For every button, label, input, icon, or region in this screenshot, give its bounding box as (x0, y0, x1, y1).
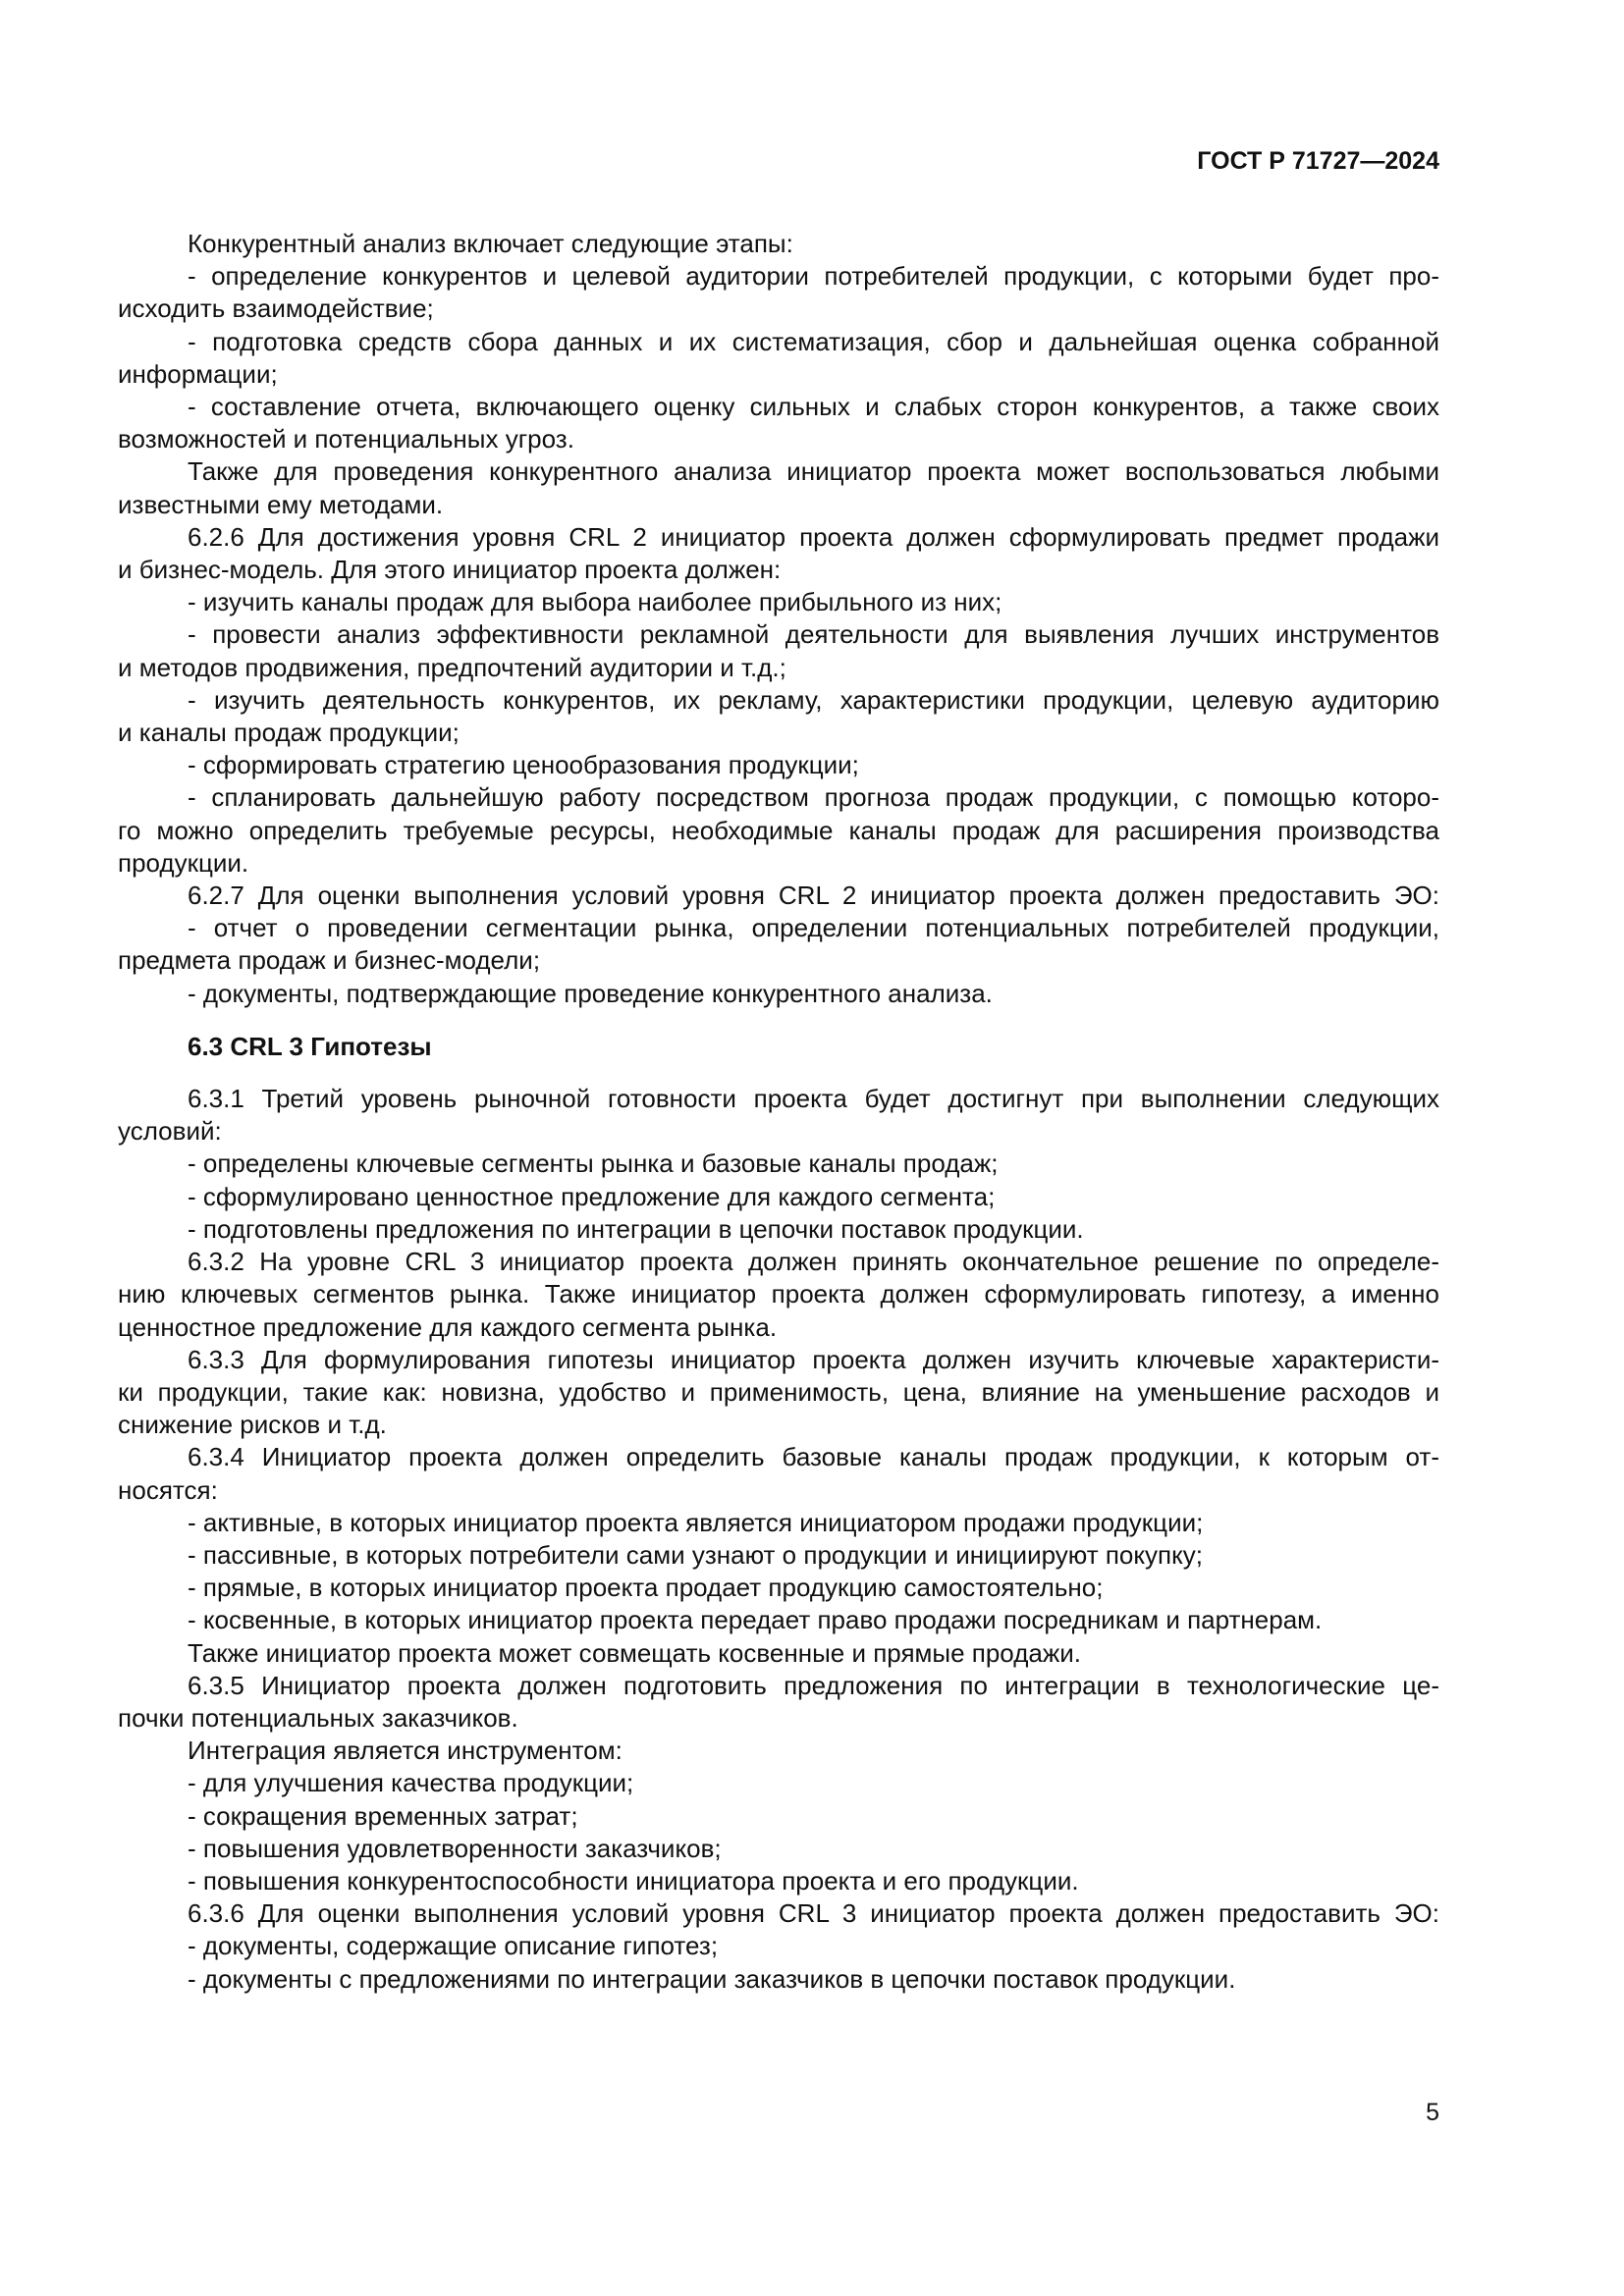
text-line: - подготовка средств сбора данных и их систематизация, сбор и дальнейшая оценка собранной (188, 326, 1439, 356)
text-line: и методов продвижения, предпочтений аудитории и т.д.; (118, 652, 786, 682)
text-line: 6.3.3 Для формулирования гипотезы инициатор проекта должен изучить ключевые характеристи- (188, 1344, 1439, 1374)
text-line: - сформулировано ценностное предложение для каждого сегмента; (188, 1181, 996, 1211)
text-line: 6.3.2 На уровне CRL 3 инициатор проекта должен принять окончательное решение по определе- (188, 1247, 1439, 1277)
text-line: нию ключевых сегментов рынка. Также инициатор проекта должен сформулировать гипотезу, а именно (118, 1279, 1439, 1309)
text-line: - сокращения временных затрат; (188, 1800, 578, 1831)
text-line: известными ему методами. (118, 489, 444, 519)
text-line: го можно определить требуемые ресурсы, необходимые каналы продаж для расширения производства (118, 815, 1439, 845)
text-line: 6.3.1 Третий уровень рыночной готовности проекта будет достигнут при выполнении следующих (188, 1084, 1439, 1114)
page-number: 5 (1426, 2099, 1439, 2126)
text-line: исходить взаимодействие; (118, 294, 434, 324)
paragraph-block-competitive-analysis (118, 228, 1439, 1010)
text-line: предмета продаж и бизнес-модели; (118, 945, 541, 976)
document-code: ГОСТ Р 71727—2024 (1197, 147, 1439, 175)
text-line: - активные, в которых инициатор проекта является инициатором продажи продукции; (188, 1507, 1204, 1537)
text-line: - документы, подтверждающие проведение конкурентного анализа. (188, 978, 993, 1008)
text-line: - повышения удовлетворенности заказчиков; (188, 1833, 722, 1863)
text-line: - прямые, в которых инициатор проекта продает продукцию самостоятельно; (188, 1573, 1104, 1603)
text-line: Конкурентный анализ включает следующие этапы: (188, 229, 793, 258)
text-line: ценностное предложение для каждого сегмента рынка. (118, 1311, 778, 1342)
text-line: 6.2.7 Для оценки выполнения условий уровня CRL 2 инициатор проекта должен предоставить ЭО: (188, 881, 1439, 911)
text-line: - пассивные, в которых потребители сами узнают о продукции и инициируют покупку; (188, 1539, 1203, 1570)
text-line: 6.3.5 Инициатор проекта должен подготовить предложения по интеграции в технологические це- (188, 1670, 1439, 1700)
text-line: Также инициатор проекта может совмещать косвенные и прямые продажи. (188, 1637, 1081, 1668)
text-line: - сформировать стратегию ценообразования продукции; (188, 750, 859, 780)
text-line: возможностей и потенциальных угроз. (118, 424, 574, 454)
text-line: носятся: (118, 1474, 218, 1505)
text-line: 6.3.6 Для оценки выполнения условий уровня CRL 3 инициатор проекта должен предоставить ЭО: (188, 1898, 1439, 1929)
text-line: условий: (118, 1116, 222, 1147)
text-line: - косвенные, в которых инициатор проекта передает право продажи посредникам и партнерам. (188, 1605, 1323, 1635)
text-line: - для улучшения качества продукции; (188, 1768, 634, 1798)
text-line: - подготовлены предложения по интеграции в цепочки поставок продукции. (188, 1213, 1084, 1244)
text-line: - изучить каналы продаж для выбора наиболее прибыльного из них; (188, 587, 1002, 617)
text-line: - определены ключевые сегменты рынка и базовые каналы продаж; (188, 1148, 999, 1179)
text-line: почки потенциальных заказчиков. (118, 1702, 518, 1733)
text-line: - отчет о проведении сегментации рынка, определении потенциальных потребителей продукции, (188, 913, 1439, 943)
text-line: 6.2.6 Для достижения уровня CRL 2 инициатор проекта должен сформулировать предмет продажи (188, 521, 1439, 552)
text-line: - определение конкурентов и целевой аудитории потребителей продукции, с которыми будет про- (188, 261, 1439, 292)
text-line: и бизнес-модель. Для этого инициатор проекта должен: (118, 555, 782, 585)
paragraph-block-crl3 (118, 1083, 1439, 1996)
text-line: Интеграция является инструментом: (188, 1735, 623, 1766)
text-line: информации; (118, 358, 278, 389)
text-line: снижение рисков и т.д. (118, 1410, 387, 1440)
text-line: 6.3.4 Инициатор проекта должен определить базовые каналы продаж продукции, к которым от- (188, 1442, 1439, 1472)
text-line: - изучить деятельность конкурентов, их рекламу, характеристики продукции, целевую аудиторию (188, 684, 1439, 715)
text-line: - провести анализ эффективности рекламной деятельности для выявления лучших инструментов (188, 619, 1439, 650)
section-heading: 6.3 CRL 3 Гипотезы (188, 1031, 432, 1061)
text-line: ки продукции, такие как: новизна, удобство и применимость, цена, влияние на уменьшение расходов и (118, 1376, 1439, 1407)
page-body (118, 228, 1439, 1996)
text-line: и каналы продаж продукции; (118, 718, 460, 748)
text-line: - повышения конкурентоспособности инициатора проекта и его продукции. (188, 1865, 1079, 1896)
text-line: продукции. (118, 847, 249, 878)
text-line: - документы с предложениями по интеграции заказчиков в цепочки поставок продукции. (188, 1963, 1236, 1994)
text-line: Также для проведения конкурентного анализа инициатор проекта может воспользоваться любыми (188, 456, 1439, 487)
text-line: - документы, содержащие описание гипотез; (188, 1931, 719, 1961)
text-line: - спланировать дальнейшую работу посредством прогноза продаж продукции, с помощью которо- (188, 782, 1439, 813)
text-line: - составление отчета, включающего оценку сильных и слабых сторон конкурентов, а также своих (188, 392, 1439, 422)
